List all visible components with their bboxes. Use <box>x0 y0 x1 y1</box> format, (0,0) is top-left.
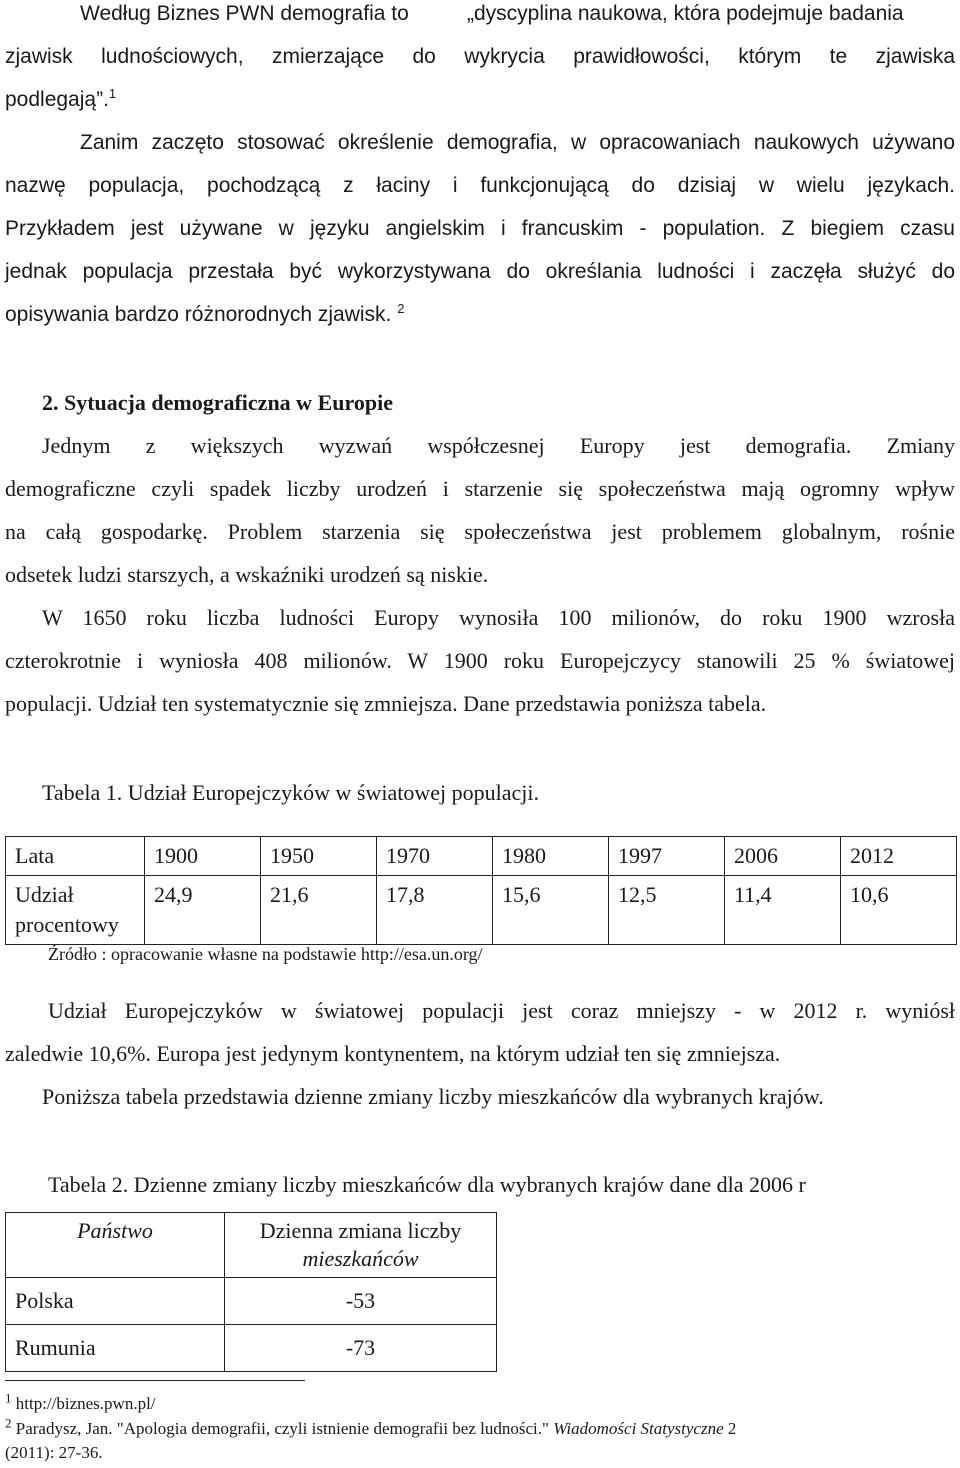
table2 <box>5 1212 497 1372</box>
intro-line-7: jednak populacja przestała być wykorzystywana do określania ludności i zaczęła służyć do <box>5 260 955 283</box>
intro-line-1a: Według Biznes PWN demografia to <box>80 2 409 25</box>
after-table1-line-3: Poniższa tabela przedstawia dzienne zmiany liczby mieszkańców dla wybranych krajów. <box>42 1084 824 1109</box>
table1-share: 21,6 <box>261 876 377 945</box>
footnote-1 <box>5 1390 156 1414</box>
after-table1-line-2: zaledwie 10,6%. Europa jest jedynym kontynentem, na którym udział ten się zmniejsza. <box>5 1041 781 1066</box>
table1 <box>5 836 957 945</box>
footnote-ref-1: 1 <box>108 86 117 101</box>
footnote-separator <box>5 1380 305 1381</box>
table1-year: 1997 <box>609 837 725 876</box>
section-p2-line-3: populacji. Udział ten systematycznie się zmniejsza. Dane przedstawia poniższa tabela. <box>5 691 767 716</box>
table1-share: 17,8 <box>377 876 493 945</box>
table1-year: 1970 <box>377 837 493 876</box>
table2-header-change-line1: Dzienna zmiana liczby <box>259 1218 462 1243</box>
table2-change: -73 <box>225 1325 497 1372</box>
table2-header-country: Państwo <box>6 1213 225 1278</box>
intro-line-3 <box>5 88 116 112</box>
table1-year: 1980 <box>493 837 609 876</box>
table2-country: Polska <box>6 1278 225 1325</box>
intro-line-8 <box>5 303 404 327</box>
table2-header-row <box>6 1213 497 1278</box>
intro-line-1b: „dyscyplina naukowa, która podejmuje badania <box>467 2 904 25</box>
section-p2-line-1: W 1650 roku liczba ludności Europy wynosiła 100 milionów, do roku 1900 wzrosła <box>42 605 955 630</box>
intro-line-3-text: podlegają”. <box>5 88 109 111</box>
table2-country: Rumunia <box>6 1325 225 1372</box>
footnote-2-journal: Wiadomości Statystyczne <box>553 1419 724 1438</box>
after-table1-line-1: Udział Europejczyków w światowej populacji jest coraz mniejszy - w 2012 r. wyniósł <box>48 998 955 1023</box>
section-p1-line-1: Jednym z większych wyzwań współczesnej Europy jest demografia. Zmiany <box>42 433 955 458</box>
table2-caption: Tabela 2. Dzienne zmiany liczby mieszkańców dla wybranych krajów dane dla 2006 r <box>48 1172 806 1197</box>
table1-row-years <box>6 837 957 876</box>
section-p2-line-2: czterokrotnie i wyniosła 408 milionów. W 1900 roku Europejczycy stanowili 25 % światowej <box>5 648 955 673</box>
table1-share: 15,6 <box>493 876 609 945</box>
table1-row-shares <box>6 876 957 945</box>
footnote-1-number: 1 <box>5 1390 12 1406</box>
intro-line-5: nazwę populacja, pochodzącą z łaciny i funkcjonującą do dzisiaj w wielu językach. <box>5 174 955 197</box>
footnote-2-text: Paradysz, Jan. "Apologia demografii, czyli istnienie demografii bez ludności." <box>15 1419 554 1438</box>
intro-line-2: zjawisk ludnościowych, zmierzające do wykrycia prawidłowości, którym te zjawiska <box>5 45 955 68</box>
table1-year: 2012 <box>841 837 957 876</box>
footnote-2-line-2: (2011): 27-36. <box>5 1443 103 1462</box>
table1-caption: Tabela 1. Udział Europejczyków w światowej populacji. <box>42 780 539 805</box>
table-row <box>6 1325 497 1372</box>
table2-change: -53 <box>225 1278 497 1325</box>
intro-line-8-text: opisywania bardzo różnorodnych zjawisk. <box>5 303 392 326</box>
intro-line-6: Przykładem jest używane w języku angielskim i francuskim - population. Z biegiem czasu <box>5 217 955 240</box>
footnote-2-volume: 2 <box>723 1419 737 1438</box>
table1-source: Źródło : opracowanie własne na podstawie http://esa.un.org/ <box>48 944 483 964</box>
table1-row-label-line1: Udział <box>15 882 74 907</box>
section-p1-line-3: na całą gospodarkę. Problem starzenia się społeczeństwa jest problemem globalnym, rośnie <box>5 519 955 544</box>
table-row <box>6 1278 497 1325</box>
footnote-2 <box>5 1415 737 1439</box>
footnote-ref-2: 2 <box>397 301 405 316</box>
intro-line-4: Zanim zaczęto stosować określenie demografia, w opracowaniach naukowych używano <box>80 131 955 154</box>
table1-row-label: Lata <box>6 837 145 876</box>
table1-row-label <box>6 876 145 945</box>
section-heading: 2. Sytuacja demograficzna w Europie <box>42 390 393 415</box>
table1-year: 1900 <box>145 837 261 876</box>
table1-share: 24,9 <box>145 876 261 945</box>
table1-year: 1950 <box>261 837 377 876</box>
table1-year: 2006 <box>725 837 841 876</box>
table1-row-label-line2: procentowy <box>15 912 119 937</box>
table1-share: 11,4 <box>725 876 841 945</box>
table2-header-change <box>225 1213 497 1278</box>
section-p1-line-2: demograficzne czyli spadek liczby urodzeń i starzenie się społeczeństwa mają ogromny wpływ <box>5 476 955 501</box>
table2-header-change-line2: mieszkańców <box>302 1246 419 1271</box>
table1-share: 12,5 <box>609 876 725 945</box>
footnote-2-number: 2 <box>5 1415 12 1431</box>
footnote-1-text: http://biznes.pwn.pl/ <box>15 1394 156 1413</box>
section-p1-line-4: odsetek ludzi starszych, a wskaźniki urodzeń są niskie. <box>5 562 489 587</box>
table1-share: 10,6 <box>841 876 957 945</box>
